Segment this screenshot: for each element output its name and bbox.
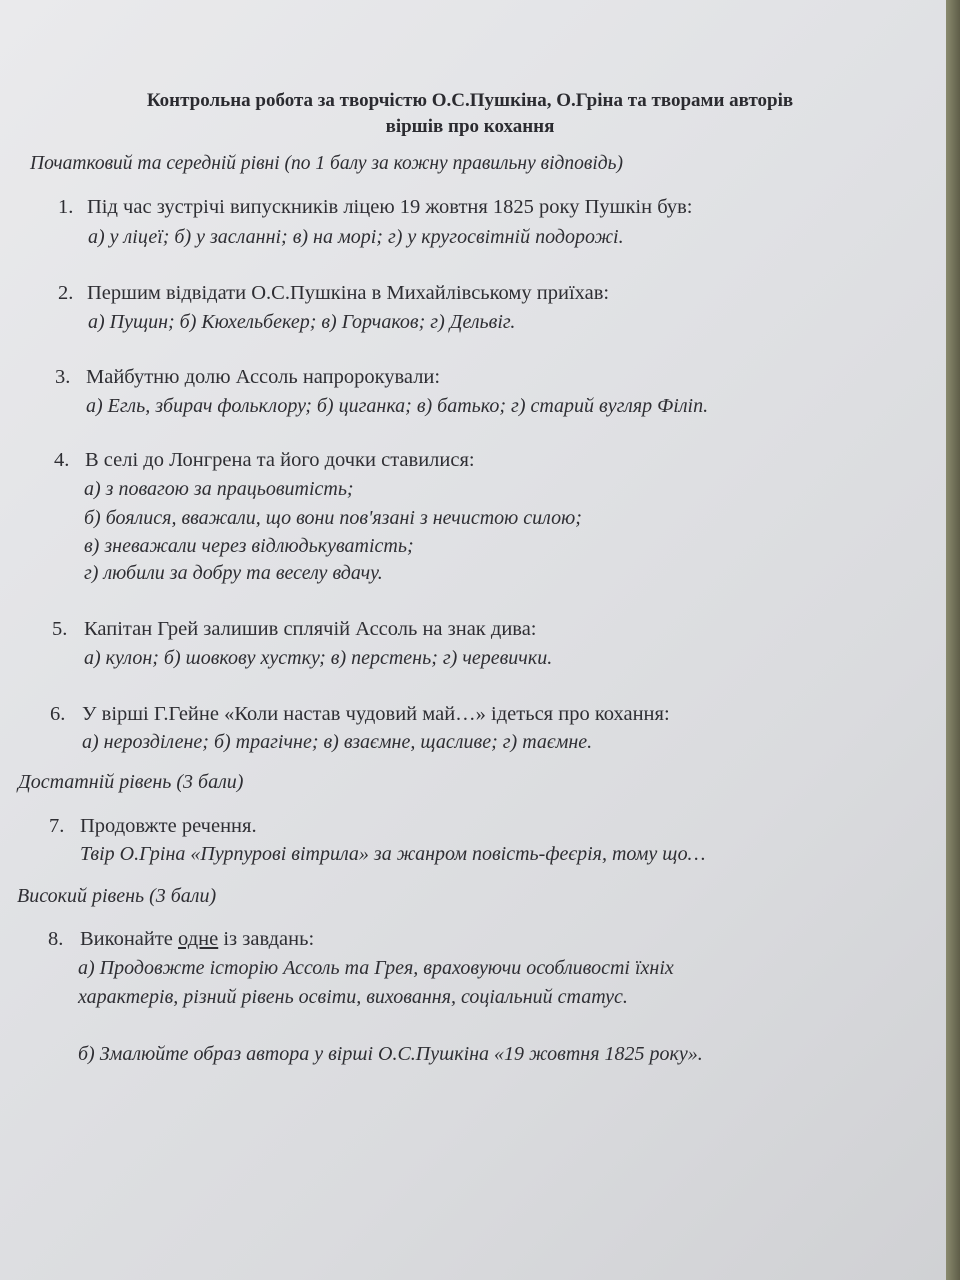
question-8-task-b: б) Змалюйте образ автора у вірші О.С.Пушкіна «19 жовтня 1825 року».	[78, 1043, 703, 1065]
question-3-text: Майбутню долю Ассоль напророкували:	[86, 366, 441, 388]
question-4-answer-a: а) з повагою за працьовитість;	[84, 478, 354, 500]
question-2-answers: а) Пущин; б) Кюхельбекер; в) Горчаков; г) Дельвіг.	[88, 311, 516, 333]
question-5-answers: а) кулон; б) шовкову хустку; в) перстень; г) черевички.	[84, 647, 553, 669]
question-8-task-a-line-2: характерів, різний рівень освіти, виховання, соціальний статус.	[78, 986, 628, 1008]
level-heading-initial: Початковий та середній рівні (по 1 балу за кожну правильну відповідь)	[30, 153, 623, 174]
question-6-number: 6.	[50, 703, 66, 725]
question-4-answer-b: б) боялися, вважали, що вони пов'язані з нечистою силою;	[84, 507, 582, 529]
question-4-text: В селі до Лонгрена та його дочки ставилися:	[85, 449, 475, 471]
question-4-answer-d: г) любили за добру та веселу вдачу.	[84, 562, 383, 584]
desk-background-edge	[946, 0, 960, 1280]
question-8-text-underlined: одне	[178, 928, 219, 950]
question-1-text: Під час зустрічі випускників ліцею 19 жовтня 1825 року Пушкін був:	[87, 196, 693, 218]
question-8-text-end: із завдань:	[218, 928, 315, 950]
question-4-answer-c: в) зневажали через відлюдькуватість;	[84, 535, 414, 557]
question-8-number: 8.	[48, 928, 64, 950]
question-1-answers: а) у ліцеї; б) у засланні; в) на морі; г) у кругосвітній подорожі.	[88, 226, 624, 248]
question-3-answers: а) Егль, збирач фольклору; б) циганка; в) батько; г) старий вугляр Філіп.	[86, 395, 709, 417]
level-heading-sufficient: Достатній рівень (3 бали)	[18, 771, 244, 793]
question-5-number: 5.	[52, 618, 68, 640]
question-5-text: Капітан Грей залишив сплячій Ассоль на знак дива:	[84, 618, 537, 640]
question-8-task-a-line-1: а) Продовжте історію Ассоль та Грея, враховуючи особливості їхніх	[78, 957, 674, 979]
question-1-number: 1.	[58, 196, 74, 218]
question-7-number: 7.	[49, 815, 65, 837]
question-7-text: Продовжте речення.	[80, 815, 257, 837]
question-3-number: 3.	[55, 366, 71, 388]
question-6-text: У вірші Г.Гейне «Коли настав чудовий май…» ідеться про кохання:	[82, 703, 670, 725]
level-heading-high: Високий рівень (3 бали)	[17, 885, 217, 907]
document-title-line-1: Контрольна робота за творчістю О.С.Пушкіна, О.Гріна та творами авторів	[146, 90, 794, 111]
question-2-text: Першим відвідати О.С.Пушкіна в Михайлівському приїхав:	[87, 282, 610, 304]
question-4-number: 4.	[54, 449, 70, 471]
question-2-number: 2.	[58, 282, 74, 304]
question-7-prompt: Твір О.Гріна «Пурпурові вітрила» за жанром повість-феєрія, тому що…	[80, 843, 706, 865]
question-8-text-start: Виконайте	[80, 928, 179, 950]
question-8-text	[80, 928, 314, 951]
question-6-answers: а) нерозділене; б) трагічне; в) взаємне, щасливе; г) таємне.	[82, 731, 593, 753]
document-title-line-2: віршів про кохання	[385, 116, 555, 137]
